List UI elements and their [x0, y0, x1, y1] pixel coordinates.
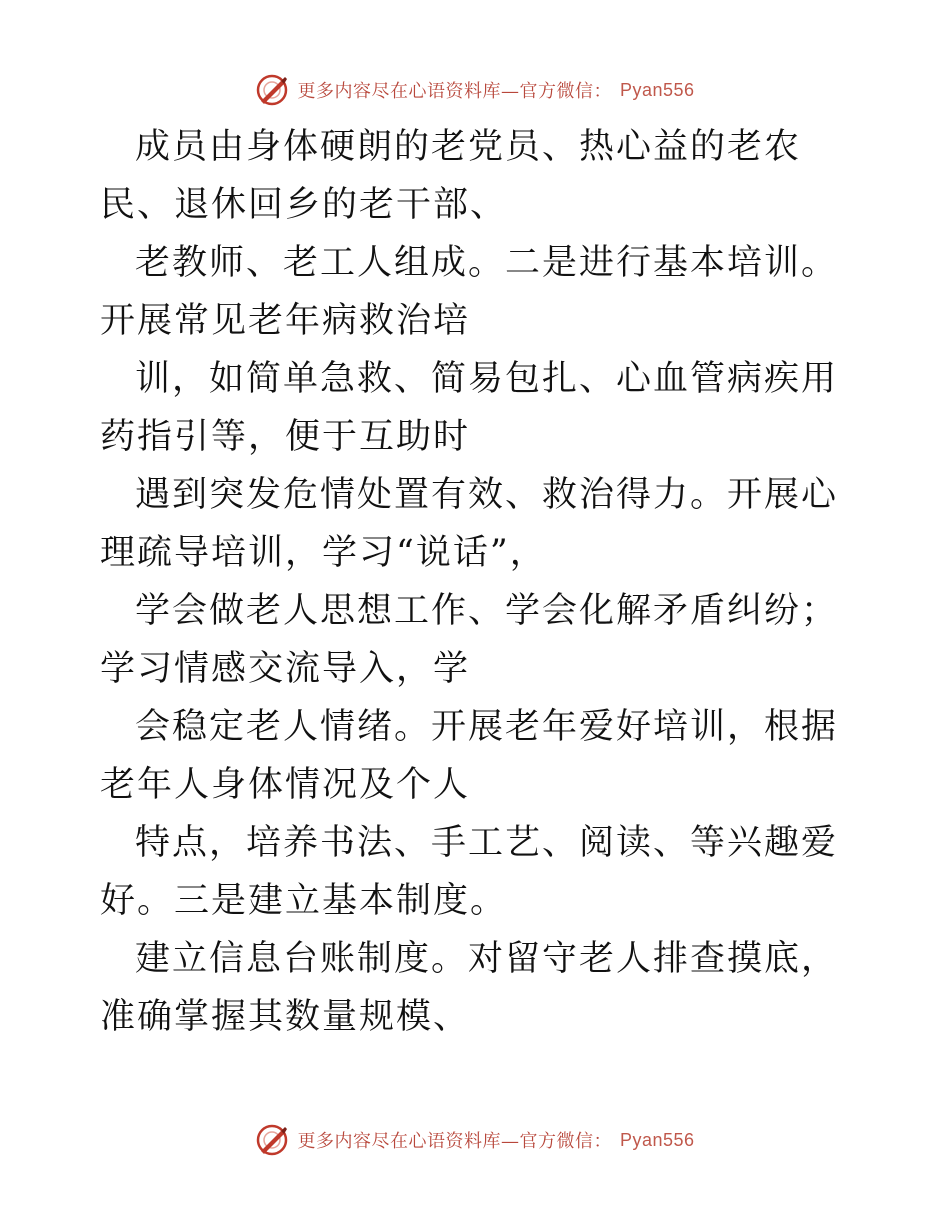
footer-watermark [0, 1120, 950, 1160]
paragraph: 会稳定老人情绪。开展老年爱好培训，根据老年人身体情况及个人 [100, 707, 839, 805]
body-text [100, 118, 860, 1046]
paragraph: 建立信息台账制度。对留守老人排查摸底，准确掌握其数量规模、 [100, 939, 839, 1037]
watermark-wechat-id: Pyan556 [619, 1129, 695, 1150]
paragraph: 遇到突发危情处置有效、救治得力。开展心理疏导培训，学习“说话”， [100, 475, 839, 573]
paragraph: 训，如简单急救、简易包扎、心血管病疾用药指引等，便于互助时 [100, 359, 839, 457]
paragraph: 老教师、老工人组成。二是进行基本培训。开展常见老年病救治培 [100, 243, 839, 341]
paragraph: 学会做老人思想工作、学会化解矛盾纠纷；学习情感交流导入，学 [100, 591, 839, 689]
watermark-text: 更多内容尽在心语资料库—官方微信： [297, 81, 612, 102]
watermark-wechat-id: Pyan556 [619, 79, 695, 100]
pen-logo-icon [255, 1123, 289, 1157]
paragraph: 特点，培养书法、手工艺、阅读、等兴趣爱好。三是建立基本制度。 [100, 823, 839, 921]
watermark-text: 更多内容尽在心语资料库—官方微信： [297, 1131, 612, 1152]
paragraph: 成员由身体硬朗的老党员、热心益的老农民、退休回乡的老干部、 [100, 127, 802, 225]
header-watermark [0, 70, 950, 110]
pen-logo-icon [255, 73, 289, 107]
